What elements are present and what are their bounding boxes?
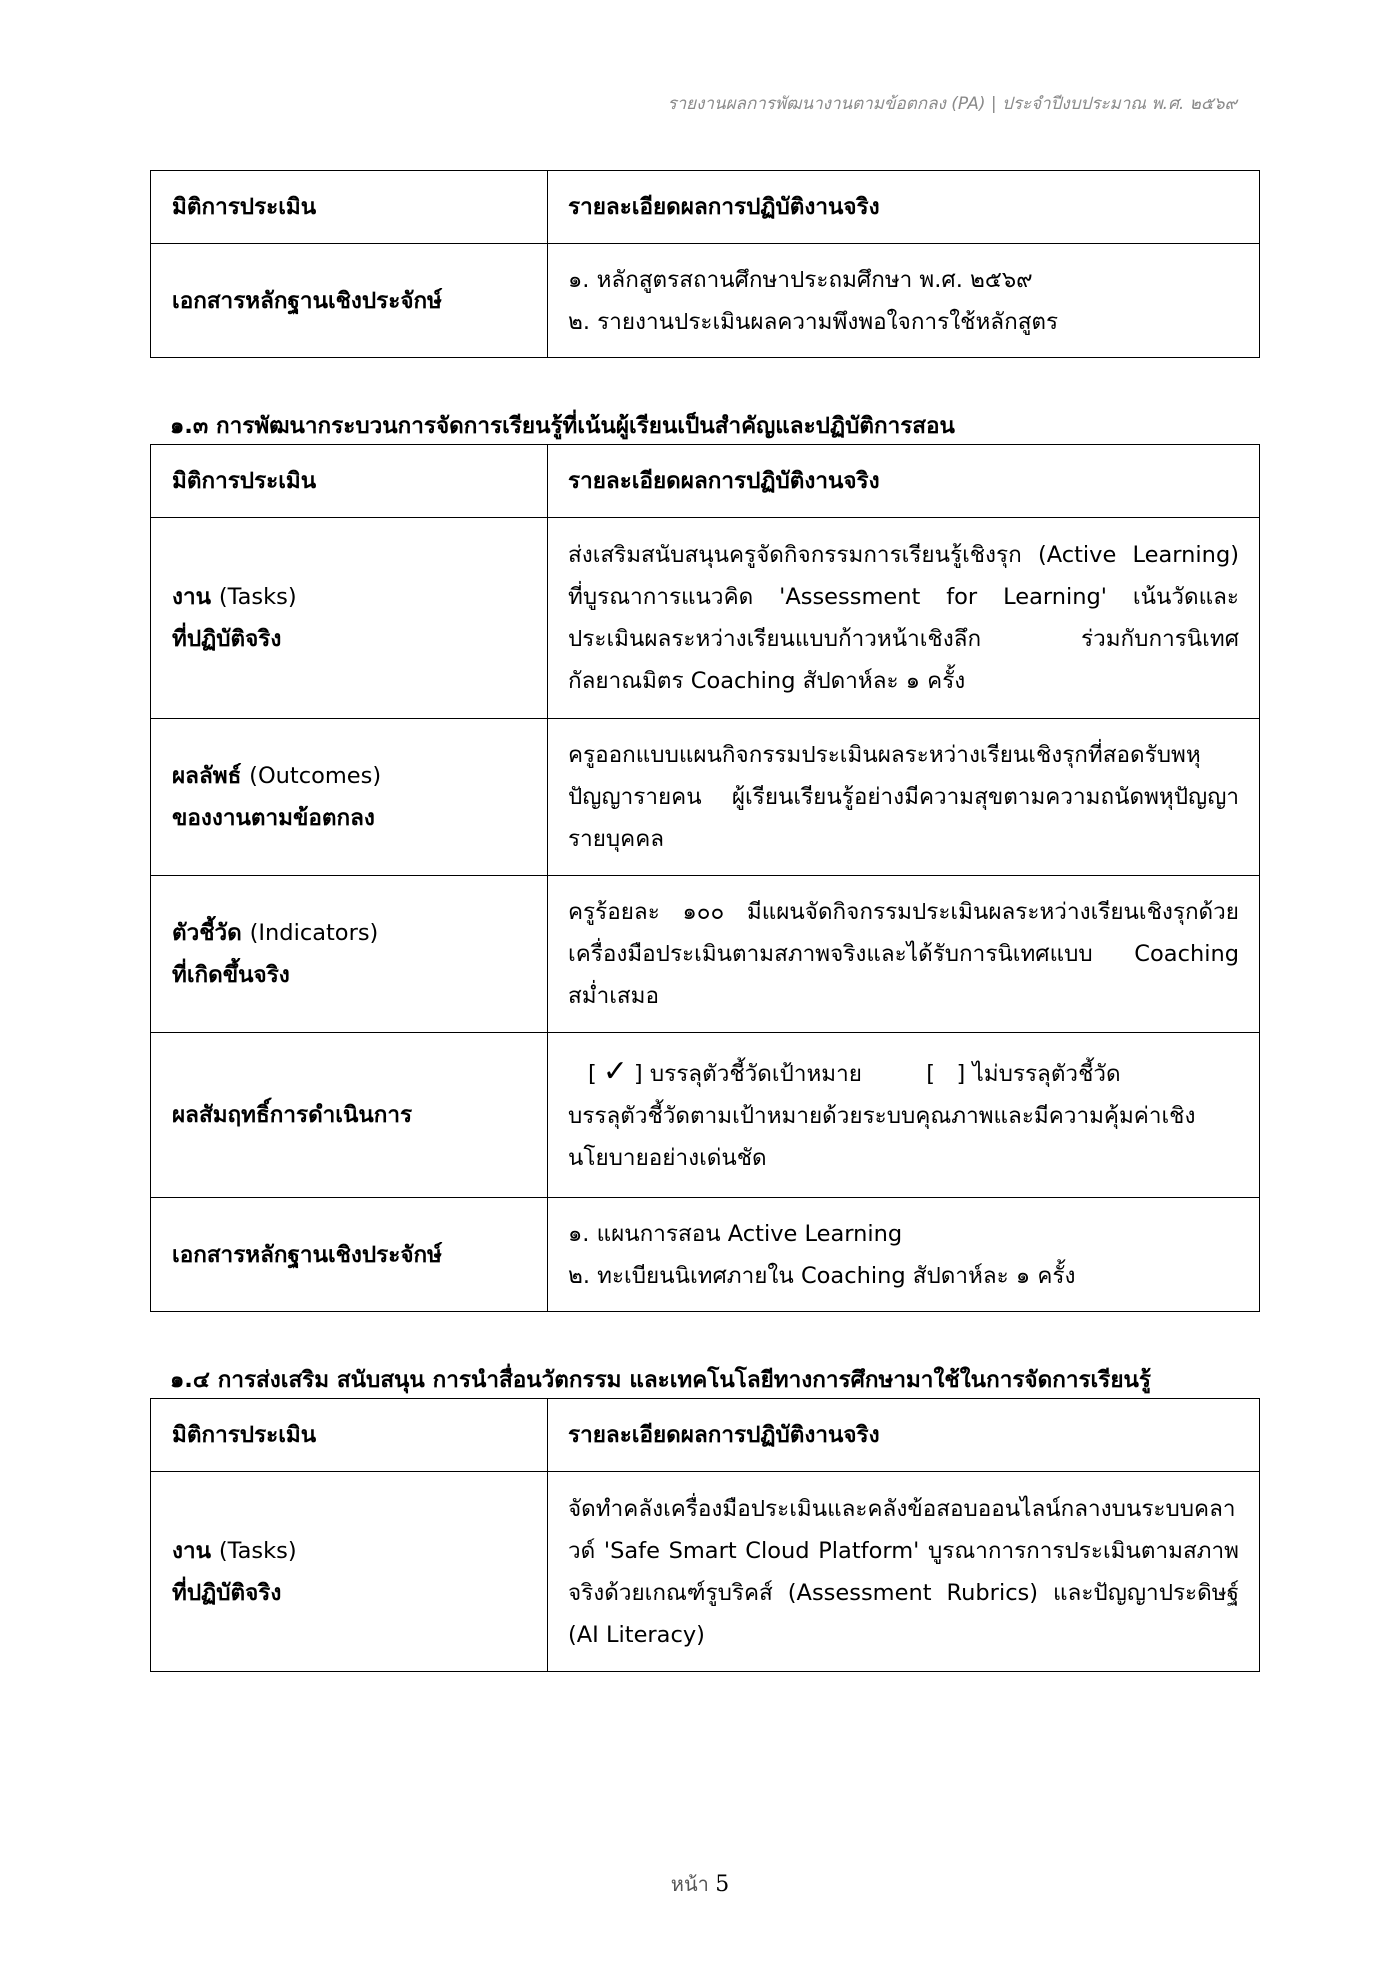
label-text: ตัวชี้วัด: [172, 920, 250, 946]
column-header-detail: รายละเอียดผลการปฏิบัติงานจริง: [548, 171, 1260, 244]
table-row: [151, 244, 1260, 358]
table-row-achievement: [151, 1033, 1260, 1198]
option-met-label: บรรลุตัวชี้วัดเป้าหมาย: [649, 1061, 862, 1087]
row-label-indicators: [151, 876, 548, 1033]
table-header-row: [151, 171, 1260, 244]
option-not-met-label: ไม่บรรลุตัวชี้วัด: [972, 1061, 1121, 1087]
evaluation-table-1-3: [150, 444, 1260, 1312]
table-row-outcomes: [151, 719, 1260, 876]
row-detail-indicators: ครูร้อยละ ๑๐๐ มีแผนจัดกิจกรรมประเมินผลระหว่างเรียนเชิงรุกด้วยเครื่องมือประเมินตามสภาพจริงและได้รับการนิเทศแบบ Coaching สม่ำเสมอ: [548, 876, 1260, 1033]
running-header: รายงานผลการพัฒนางานตามข้อตกลง (PA) | ประจำปีงบประมาณ พ.ศ. ๒๕๖๙: [667, 94, 1237, 114]
table-row-tasks: [151, 518, 1260, 719]
label-text: งาน: [172, 584, 219, 610]
evidence-item: ๒. รายงานประเมินผลความพึงพอใจการใช้หลักสูตร: [568, 308, 1059, 335]
checkmark-icon: ✓: [602, 1054, 628, 1089]
row-label-tasks: [151, 1472, 548, 1672]
label-text: ของงานตามข้อตกลง: [172, 805, 375, 831]
label-english: (Outcomes): [249, 763, 382, 789]
row-detail-evidence: [548, 244, 1260, 358]
row-label-tasks: [151, 518, 548, 719]
section-title-1-3: ๑.๓ การพัฒนากระบวนการจัดการเรียนรู้ที่เน้นผู้เรียนเป็นสำคัญและปฏิบัติการสอน: [170, 413, 955, 439]
row-detail-evidence: [548, 1198, 1260, 1312]
label-english: (Tasks): [218, 1537, 297, 1564]
label-text: ที่ปฏิบัติจริง: [172, 626, 282, 652]
page-label: หน้า: [670, 1872, 709, 1896]
section-title-1-4: ๑.๔ การส่งเสริม สนับสนุน การนำสื่อนวัตกรรม และเทคโนโลยีทางการศึกษามาใช้ในการจัดการเรียนรู้: [170, 1367, 1151, 1393]
achievement-options: [568, 1051, 1239, 1095]
row-detail-tasks: ส่งเสริมสนับสนุนครูจัดกิจกรรมการเรียนรู้เชิงรุก (Active Learning) ที่บูรณาการแนวคิด 'Assessment for Learning' เน้นวัดและประเมินผลระหว่างเรียนแบบก้าวหน้าเชิงลึก ร่วมกับการนิเทศกัลยาณมิตร Coaching สัปดาห์ละ ๑ ครั้ง: [548, 518, 1260, 719]
label-text: ที่ปฏิบัติจริง: [172, 1579, 282, 1606]
column-header-detail: รายละเอียดผลการปฏิบัติงานจริง: [548, 1399, 1260, 1472]
label-text: ผลลัพธ์: [172, 763, 250, 789]
table-row-tasks: [151, 1472, 1260, 1672]
label-text: งาน: [172, 1537, 219, 1564]
label-english: (Tasks): [218, 584, 297, 610]
column-header-dimension: มิติการประเมิน: [151, 445, 548, 518]
checkbox-met[interactable]: [ ✓ ]: [588, 1051, 643, 1095]
column-header-dimension: มิติการประเมิน: [151, 171, 548, 244]
label-english: (Indicators): [249, 920, 379, 946]
table-row-indicators: [151, 876, 1260, 1033]
column-header-detail: รายละเอียดผลการปฏิบัติงานจริง: [548, 445, 1260, 518]
evidence-item: ๒. ทะเบียนนิเทศภายใน Coaching สัปดาห์ละ ๑ ครั้ง: [568, 1262, 1076, 1289]
row-label-evidence: เอกสารหลักฐานเชิงประจักษ์: [151, 1198, 548, 1312]
row-detail-achievement: [548, 1033, 1260, 1198]
evidence-item: ๑. หลักสูตรสถานศึกษาประถมศึกษา พ.ศ. ๒๕๖๙: [568, 266, 1033, 293]
row-detail-outcomes: ครูออกแบบแผนกิจกรรมประเมินผลระหว่างเรียนเชิงรุกที่สอดรับพหุปัญญารายคน ผู้เรียนเรียนรู้อย่างมีความสุขตามความถนัดพหุปัญญารายบุคคล: [548, 719, 1260, 876]
evidence-item: ๑. แผนการสอน Active Learning: [568, 1220, 903, 1247]
row-label-outcomes: [151, 719, 548, 876]
achievement-detail: บรรลุตัวชี้วัดตามเป้าหมายด้วยระบบคุณภาพและมีความคุ้มค่าเชิงนโยบายอย่างเด่นชัด: [568, 1103, 1196, 1171]
page-number: 5: [715, 1872, 730, 1897]
table-header-row: [151, 445, 1260, 518]
evaluation-table-continued: [150, 170, 1260, 358]
column-header-dimension: มิติการประเมิน: [151, 1399, 548, 1472]
checkbox-not-met[interactable]: [ ]: [926, 1061, 966, 1087]
row-label-achievement: ผลสัมฤทธิ์การดำเนินการ: [151, 1033, 548, 1198]
page-footer: [0, 1868, 1400, 1900]
table-header-row: [151, 1399, 1260, 1472]
table-row-evidence: [151, 1198, 1260, 1312]
label-text: ที่เกิดขึ้นจริง: [172, 962, 290, 988]
row-label-evidence: เอกสารหลักฐานเชิงประจักษ์: [151, 244, 548, 358]
row-detail-tasks: จัดทำคลังเครื่องมือประเมินและคลังข้อสอบออนไลน์กลางบนระบบคลาวด์ 'Safe Smart Cloud Platform' บูรณาการการประเมินตามสภาพจริงด้วยเกณฑ์รูบริคส์ (Assessment Rubrics) และปัญญาประดิษฐ์ (AI Literacy): [548, 1472, 1260, 1672]
evaluation-table-1-4: [150, 1398, 1260, 1672]
